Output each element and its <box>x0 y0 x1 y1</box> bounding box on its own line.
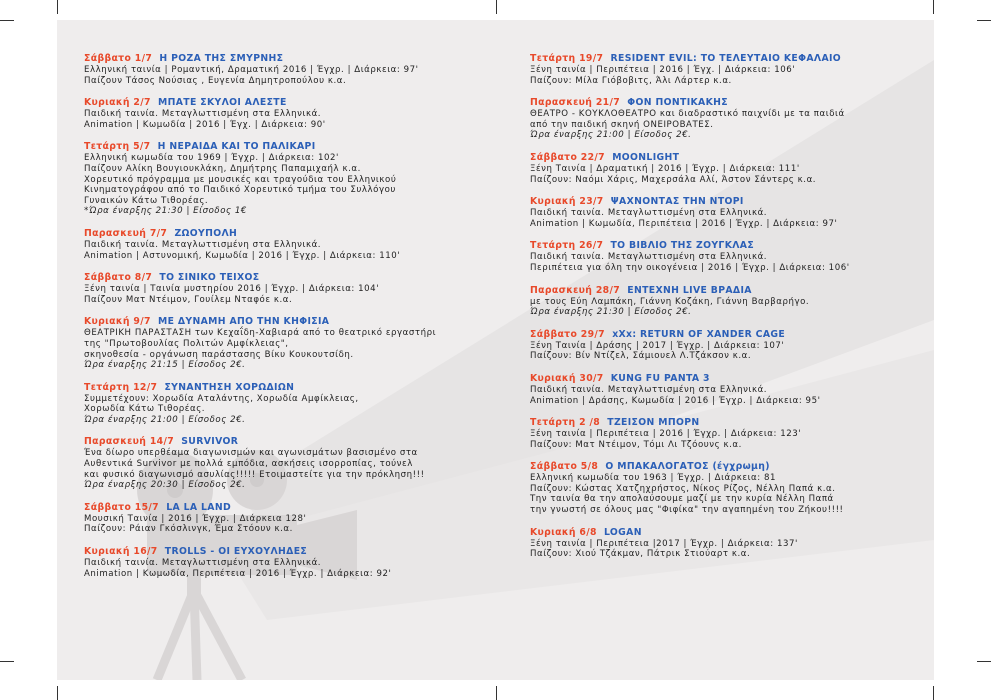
entry-date: Παρασκευή 28/7 <box>530 284 621 296</box>
entry-heading <box>530 196 920 208</box>
entry-date: Τετάρτη 19/7 <box>530 53 604 64</box>
entry-detail-line: Ώρα έναρξης 21:00 | Είσοδος 2€. <box>84 414 246 425</box>
entry-title: ΜΠΑΤΕ ΣΚΥΛΟΙ ΑΛΕΣΤΕ <box>157 97 287 109</box>
entry-detail-line: Αυθεντικά Survivor με πολλά εμπόδια, ασκήσεις ισορροπίας, τούνελ <box>84 459 413 470</box>
entry-date: Κυριακή 9/7 <box>84 316 151 328</box>
crop-mark <box>57 0 58 14</box>
entry-detail-line: την γνωστή σε όλους μας "Φιφίκα" την αγαπημένη του Ζήκου!!!! <box>530 505 844 516</box>
entry-detail-line: Την ταινία θα την απολαύσουμε μαζί με την κυρία Νέλλη Παπά <box>530 494 834 505</box>
entry-details <box>530 252 920 273</box>
program-entry <box>530 329 920 362</box>
entry-detail-line: με τους Εύη Λαμπάκη, Γιάννη Κοζάκη, Γιάννη Βαρβαρήγο. <box>530 296 810 307</box>
entry-detail-line: Animation | Κωμωδία, Περιπέτεια | 2016 | Έγχρ. | Διάρκεια: 97' <box>530 218 838 229</box>
entry-details <box>84 558 474 579</box>
entry-details <box>84 514 474 535</box>
entry-heading <box>84 97 474 109</box>
entry-detail-line: Κινηματογράφου από το Παιδικό Χορευτικό τμήμα του Συλλόγου <box>84 185 396 196</box>
entry-title: ΤΟ ΒΙΒΛΙΟ ΤΗΣ ΖΟΥΓΚΛΑΣ <box>610 240 755 252</box>
entry-date: Παρασκευή 21/7 <box>530 97 621 109</box>
entry-details <box>84 153 474 217</box>
entry-detail-line: *Ώρα έναρξης 21:30 | Είσοδος 1€ <box>84 206 247 217</box>
entry-details <box>530 65 920 86</box>
crop-mark <box>977 661 991 662</box>
entry-heading <box>84 436 474 448</box>
entry-details <box>530 341 920 362</box>
entry-detail-line: Ώρα έναρξης 20:30 | Είσοδος 2€. <box>84 480 246 491</box>
entry-detail-line: Παίζουν: Ναόμι Χάρις, Μαχερσάλα Αλί, Άστον Σάντερς κ.α. <box>530 174 817 185</box>
entry-details <box>84 109 474 130</box>
entry-date: Κυριακή 2/7 <box>84 97 151 109</box>
entry-details <box>84 65 474 86</box>
entry-detail-line: Παίζουν Τάσος Νούσιας , Ευγενία Δημητροπούλου κ.α. <box>84 75 347 86</box>
entry-detail-line: ΘΕΑΤΡΟ - ΚΟΥΚΛΟΘΕΑΤΡΟ και διαδραστικό παιχνίδι με τα παιδιά <box>530 109 845 120</box>
program-entry <box>530 53 920 86</box>
entry-detail-line: Παιδική ταινία. Μεταγλωττισμένη στα Ελληνικά. <box>84 558 322 569</box>
entry-heading <box>530 461 920 473</box>
entry-details <box>84 394 474 426</box>
entry-heading <box>530 527 920 539</box>
program-entry <box>530 97 920 141</box>
program-entry <box>84 382 474 426</box>
entry-date: Κυριακή 6/8 <box>530 526 597 538</box>
program-column-right <box>530 53 920 571</box>
entry-detail-line: Ένα δίωρο υπερθέαμα διαγωνισμών και αγωνισμάτων βασισμένο στα <box>84 448 418 459</box>
program-entry <box>84 436 474 490</box>
entry-heading <box>530 285 920 297</box>
entry-details <box>84 240 474 261</box>
entry-date: Παρασκευή 7/7 <box>84 227 168 239</box>
program-entry <box>530 527 920 560</box>
entry-detail-line: Παίζουν Ματ Ντέιμον, Γουίλεμ Νταφόε κ.α. <box>84 294 293 305</box>
entry-heading <box>84 141 474 153</box>
entry-title: xXx: RETURN OF XANDER CAGE <box>612 328 786 340</box>
program-entry <box>84 228 474 261</box>
program-entry <box>530 461 920 515</box>
program-entry <box>530 373 920 406</box>
entry-date: Τετάρτη 26/7 <box>530 240 604 252</box>
entry-detail-line: Χορωδία Κάτω Τιθορέας. <box>84 404 206 415</box>
entry-title: Ο ΜΠΑΚΑΛΟΓΑΤΟΣ (έγχρωμη) <box>605 461 770 473</box>
entry-detail-line: Ξένη Ταινία | Δραματική | 2016 | Έγχρ. | Διάρκεια: 111' <box>530 163 800 174</box>
program-entry <box>84 502 474 535</box>
entry-heading <box>530 53 920 65</box>
entry-date: Σάββατο 29/7 <box>530 328 605 340</box>
entry-date: Σάββατο 5/8 <box>530 461 599 473</box>
entry-title: ΤΖΕΙΣΟΝ ΜΠΟΡΝ <box>607 417 700 429</box>
program-entry <box>84 53 474 86</box>
entry-date: Κυριακή 30/7 <box>530 372 604 384</box>
entry-heading <box>84 228 474 240</box>
entry-detail-line: Ελληνική ταινία | Ρομαντική, Δραματική 2016 | Έγχρ. | Διάρκεια: 97' <box>84 65 419 75</box>
entry-detail-line: Παίζουν: Βίν Ντίζελ, Σάμιουελ Λ.Τζάκσον κ.α. <box>530 351 752 362</box>
entry-detail-line: Ξένη ταινία | Περιπέτεια |2017 | Έγχρ. | Διάρκεια: 137' <box>530 538 798 549</box>
entry-date: Κυριακή 16/7 <box>84 546 158 558</box>
entry-date: Σάββατο 15/7 <box>84 501 159 513</box>
entry-details <box>530 164 920 185</box>
entry-title: ΦΟΝ ΠΟΝΤΙΚΑΚΗΣ <box>627 97 728 109</box>
entry-detail-line: Μουσική Ταινία | 2016 | Έγχρ. | Διάρκεια 128' <box>84 513 307 524</box>
entry-title: ΜΕ ΔΥΝΑΜΗ ΑΠΟ ΤΗΝ ΚΗΦΙΣΙΑ <box>157 316 330 328</box>
entry-detail-line: Ξένη ταινία | Περιπέτεια | 2016 | Έγχ. | Διάρκεια: 106' <box>530 65 796 75</box>
entry-detail-line: Ώρα έναρξης 21:15 | Είσοδος 2€. <box>84 360 246 371</box>
entry-heading <box>84 546 474 558</box>
entry-detail-line: Παιδική ταινία. Μεταγλωττισμένη στα Ελληνικά. <box>84 109 322 120</box>
entry-title: TROLLS - ΟΙ ΕΥΧΟΥΛΗΔΕΣ <box>164 546 308 558</box>
entry-heading <box>84 272 474 284</box>
entry-title: SURVIVOR <box>181 436 239 448</box>
entry-detail-line: Παίζουν: Μίλα Γιόβοβιτς, Άλι Λάρτερ κ.α. <box>530 75 732 86</box>
entry-details <box>530 539 920 560</box>
entry-date: Σάββατο 1/7 <box>84 53 153 64</box>
entry-heading <box>84 502 474 514</box>
entry-detail-line: Συμμετέχουν: Χορωδία Αταλάντης, Χορωδία Αμφίκλειας, <box>84 393 359 404</box>
crop-mark <box>977 20 991 21</box>
crop-mark <box>496 686 497 700</box>
program-entry <box>84 316 474 370</box>
entry-title: LOGAN <box>603 526 642 538</box>
crop-mark <box>933 686 934 700</box>
entry-details <box>530 297 920 318</box>
entry-detail-line: Παιδική ταινία. Μεταγλωττισμένη στα Ελληνικά. <box>530 208 768 219</box>
entry-detail-line: Animation | Κωμωδία | 2016 | Έγχ. | Διάρκεια: 90' <box>84 119 326 130</box>
entry-title: ΤΟ ΣΙΝΙΚΟ ΤΕΙΧΟΣ <box>159 272 260 284</box>
entry-date: Σάββατο 8/7 <box>84 272 153 284</box>
entry-date: Τετάρτη 12/7 <box>84 381 158 393</box>
entry-detail-line: Παιδική ταινία. Μεταγλωττισμένη στα Ελληνικά. <box>530 252 768 263</box>
entry-detail-line: από την παιδική σκηνή ΟΝΕΙΡΟΒΑΤΕΣ. <box>530 119 714 130</box>
entry-detail-line: Γυναικών Κάτω Τιθορέας. <box>84 195 209 206</box>
entry-detail-line: Χορευτικό πρόγραμμα με μουσικές και τραγούδια του Ελληνικού <box>84 174 397 185</box>
entry-date: Κυριακή 23/7 <box>530 196 604 208</box>
program-column-left <box>84 53 474 590</box>
entry-detail-line: Παίζουν: Ράιαν Γκόσλινγκ, Έμα Στόουν κ.α. <box>84 524 293 535</box>
entry-title: ΕΝΤΕΧΝΗ LIVE ΒΡΑΔΙΑ <box>627 284 752 296</box>
entry-detail-line: Ώρα έναρξης 21:30 | Είσοδος 2€. <box>530 307 692 318</box>
crop-mark <box>496 0 497 14</box>
program-entry <box>84 272 474 305</box>
entry-detail-line: Ελληνική κωμωδία του 1969 | Έγχρ. | Διάρκεια: 102' <box>84 153 339 164</box>
entry-detail-line: Ξένη Ταινία | Δράσης | 2017 | Έγχρ. | Διάρκεια: 107' <box>530 340 785 351</box>
entry-title: MOONLIGHT <box>612 151 680 163</box>
entry-heading <box>530 373 920 385</box>
program-entry <box>530 196 920 229</box>
entry-heading <box>84 53 474 65</box>
entry-detail-line: Ελληνική κωμωδία του 1963 | Έγχρ. | Διάρκεια: 81 <box>530 473 777 484</box>
entry-details <box>530 109 920 141</box>
entry-detail-line: Animation | Δράσης, Κωμωδία | 2016 | Έγχρ. | Διάρκεια: 95' <box>530 395 821 406</box>
entry-title: ΣΥΝΑΝΤΗΣΗ ΧΟΡΩΔΙΩΝ <box>164 381 295 393</box>
entry-details <box>530 473 920 515</box>
entry-date: Τετάρτη 2 /8 <box>530 417 601 429</box>
entry-date: Τετάρτη 5/7 <box>84 141 151 153</box>
entry-title: ΨΑΧΝΟΝΤΑΣ ΤΗΝ ΝΤΟΡΙ <box>610 196 744 208</box>
entry-heading <box>530 152 920 164</box>
entry-heading <box>530 240 920 252</box>
entry-detail-line: Ξένη ταινία | Ταινία μυστηρίου 2016 | Έγχρ. | Διάρκεια: 104' <box>84 284 380 295</box>
entry-detail-line: και φυσικό διαγωνισμό ασυλίας!!!!! Ετοιμαστείτε για την πρόκληση!!! <box>84 469 425 480</box>
entry-heading <box>530 97 920 109</box>
program-entry <box>530 152 920 185</box>
entry-title: Η ΡΟΖΑ ΤΗΣ ΣΜΥΡΝΗΣ <box>159 53 284 64</box>
entry-detail-line: Παίζουν: Κώστας Χατζηχρήστος, Νίκος Ρίζος, Νέλλη Παπά κ.α. <box>530 483 836 494</box>
entry-details <box>530 385 920 406</box>
entry-date: Παρασκευή 14/7 <box>84 436 175 448</box>
entry-details <box>84 448 474 490</box>
entry-heading <box>530 329 920 341</box>
entry-detail-line: Παίζουν: Ματ Ντέιμον, Τόμι Λι Τζόουνς κ.α. <box>530 439 742 450</box>
program-entry <box>530 240 920 273</box>
crop-mark <box>57 686 58 700</box>
entry-detail-line: της "Πρωτοβουλίας Πολιτών Αμφίκλειας", <box>84 338 289 349</box>
program-entry <box>530 285 920 318</box>
program-entry <box>84 97 474 130</box>
program-entry <box>84 546 474 579</box>
entry-heading <box>84 316 474 328</box>
entry-heading <box>84 382 474 394</box>
entry-details <box>530 429 920 450</box>
entry-title: RESIDENT EVIL: ΤΟ ΤΕΛΕΥΤΑΙΟ ΚΕΦΑΛΑΙΟ <box>610 53 842 64</box>
entry-detail-line: Animation | Αστυνομική, Κωμωδία | 2016 | Έγχρ. | Διάρκεια: 110' <box>84 250 401 261</box>
entry-title: ΖΩΟΥΠΟΛΗ <box>174 227 238 239</box>
crop-mark <box>933 0 934 14</box>
entry-detail-line: Ξένη ταινία | Περιπέτεια | 2016 | Έγχρ. | Διάρκεια: 123' <box>530 429 802 440</box>
entry-detail-line: Παίζουν: Χιού Τζάκμαν, Πάτρικ Στιούαρτ κ.α. <box>530 549 751 560</box>
entry-detail-line: Παίζουν Αλίκη Βουγιουκλάκη, Δημήτρης Παπαμιχαήλ κ.α. <box>84 163 361 174</box>
entry-detail-line: σκηνοθεσία - οργάνωση παράστασης Βίκυ Κουκουτσίδη. <box>84 349 354 360</box>
program-sheet <box>57 20 934 680</box>
entry-detail-line: Παιδική ταινία. Μεταγλωττισμένη στα Ελληνικά. <box>84 239 322 250</box>
entry-heading <box>530 417 920 429</box>
entry-detail-line: ΘΕΑΤΡΙΚΗ ΠΑΡΑΣΤΑΣΗ των Κεχαΐδη-Χαβιαρά από το θεατρικό εργαστήρι <box>84 328 437 339</box>
entry-title: Η ΝΕΡΑΙΔΑ ΚΑΙ ΤΟ ΠΑΛΙΚΑΡΙ <box>157 141 316 153</box>
entry-details <box>84 284 474 305</box>
program-entry <box>530 417 920 450</box>
entry-detail-line: Animation | Κωμωδία, Περιπέτεια | 2016 | Έγχρ. | Διάρκεια: 92' <box>84 568 392 579</box>
program-entry <box>84 141 474 217</box>
entry-date: Σάββατο 22/7 <box>530 151 605 163</box>
entry-detail-line: Παιδική ταινία. Μεταγλωττισμένη στα Ελληνικά. <box>530 384 768 395</box>
entry-details <box>84 328 474 370</box>
entry-title: KUNG FU PANTA 3 <box>610 372 710 384</box>
entry-details <box>530 208 920 229</box>
entry-detail-line: Περιπέτεια για όλη την οικογένεια | 2016 | Έγχρ. | Διάρκεια: 106' <box>530 262 850 273</box>
crop-mark <box>0 20 14 21</box>
entry-detail-line: Ώρα έναρξης 21:00 | Είσοδος 2€. <box>530 130 692 141</box>
entry-title: LA LA LAND <box>166 501 232 513</box>
crop-mark <box>0 661 14 662</box>
